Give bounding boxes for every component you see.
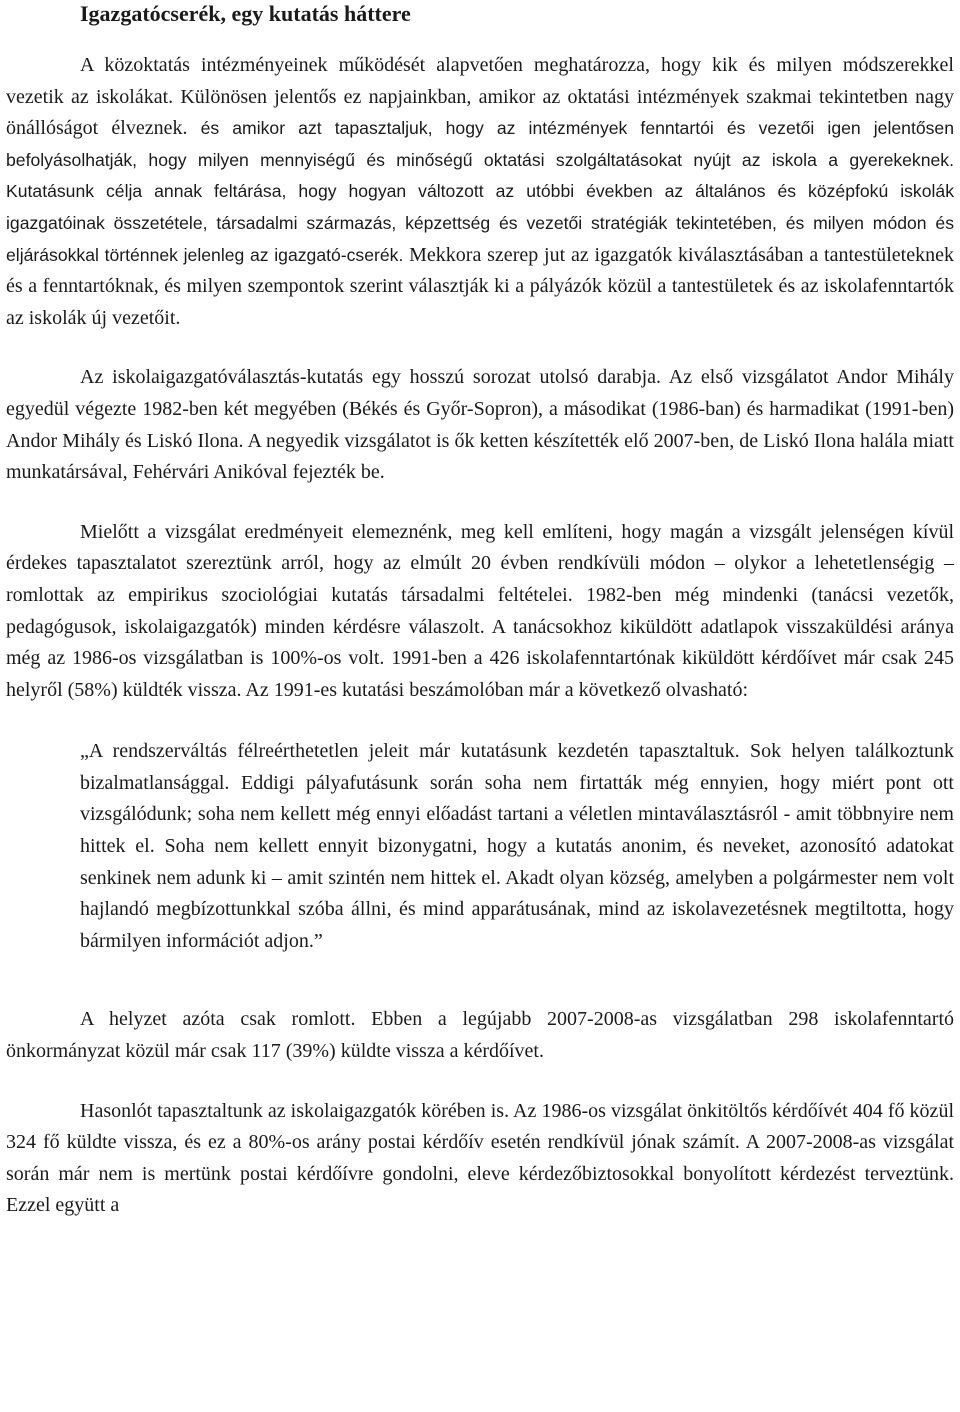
block-quote: „A rendszerváltás félreérthetetlen jeleit már kutatásunk kezdetén tapasztaltuk. Sok helyen találkoztunk bizalmatlansággal. Eddigi pályafutásunk során soha nem firtatták még ennyien, hogy miért pont ott vizsgálódunk; soha nem kellett még ennyi előadást tartani a véletlen mintaválasztásról - amit többnyire nem hittek el. Soha nem kellett ennyit bizonygatni, hogy a kutatás anonim, és neveket, azonosító adatokat senkinek nem adunk ki – amit szintén nem hittek el. Akadt olyan község, amelyben a polgármester nem volt hajlandó megbízottunkkal szóba állni, és mind apparátusának, mind az iskolavezetésnek megtiltotta, hogy bármilyen információt adjon.” xyxy=(80,740,954,952)
paragraph-conditions: Mielőtt a vizsgálat eredményeit elemeznénk, meg kell említeni, hogy magán a vizsgált jelenségen kívül érdekes tapasztalatot szereztünk arról, hogy az elmúlt 20 évben rendkívüli módon – olykor a lehetetlenségig – romlottak az empirikus szociológiai kutatás társadalmi feltételei. 1982-ben még mindenki (tanácsi vezetők, pedagógusok, iskolaigazgatók) minden kérdésre válaszolt. A tanácsokhoz kiküldött adatlapok visszaküldési aránya még az 1986-os vizsgálatban is 100%-os volt. 1991-ben a 426 iskolafenntartónak kiküldött kérdőívet már csak 245 helyről (58%) küldték vissza. Az 1991-es kutatási beszámolóban már a következő olvasható: xyxy=(6,520,954,701)
paragraph-situation: A helyzet azóta csak romlott. Ebben a legújabb 2007-2008-as vizsgálatban 298 iskolafenntartó önkormányzat közül már csak 117 (39%) küldte vissza a kérdőívet. xyxy=(6,1008,954,1063)
paragraph-principals: Hasonlót tapasztaltunk az iskolaigazgatók körében is. Az 1986-os vizsgálat önkitöltős kérdőívét 404 fő közül 324 fő küldte vissza, és ez a 80%-os arány postai kérdőív esetén rendkívül jónak számít. A 2007-2008-as vizsgálat során már nem is mertünk postai kérdőívre gondolni, eleve kérdezőbiztosokkal bonyolított kérdezést terveztünk. Ezzel együtt a xyxy=(6,1099,954,1217)
paragraph-intro xyxy=(6,50,954,334)
paragraph-intro-part-c: Mekkora szerep jut az igazgatók kiválasztásában a tantestületeknek és a fenntartóknak, és milyen szempontok szerint választják ki a pályázók közül a tantestületek és az iskolafenntartók az iskolák új vezetőit. xyxy=(6,243,954,329)
document-page xyxy=(6,0,954,1222)
paragraph-history: Az iskolaigazgatóválasztás-kutatás egy hosszú sorozat utolsó darabja. Az első vizsgálatot Andor Mihály egyedül végezte 1982-ben két megyében (Békés és Győr-Sopron), a másodikat (1986-ban) és harmadikat (1991-ben) Andor Mihály és Liskó Ilona. A negyedik vizsgálatot is ők ketten készítették elő 2007-ben, de Liskó Ilona halála miatt munkatársával, Fehérvári Anikóval fejezték be. xyxy=(6,366,954,484)
paragraph-intro-part-b: és amikor azt tapasztaljuk, hogy az intézmények fenntartói és vezetői igen jelentősen befolyásolhatják, hogy milyen mennyiségű és minőségű oktatási szolgáltatásokat nyújt az iskola a gyerekeknek. Kutatásunk célja annak feltárása, hogy hogyan változott az utóbbi években az általános és középfokú iskolák igazgatóinak összetétele, társadalmi származás, képzettség és vezetői stratégiák tekintetében, és milyen módon és eljárásokkal történnek jelenleg az igazgató-cserék. xyxy=(6,118,954,265)
paragraph-intro-part-a: A közoktatás intézményeinek működését alapvetően meghatározza, hogy kik és milyen módszerekkel vezetik az iskolákat. Különösen jelentős ez napjainkban, amikor az oktatási intézmények szakmai tekintetben nagy önállóságot élveznek. xyxy=(6,54,954,140)
document-title: Igazgatócserék, egy kutatás háttere xyxy=(80,1,411,26)
